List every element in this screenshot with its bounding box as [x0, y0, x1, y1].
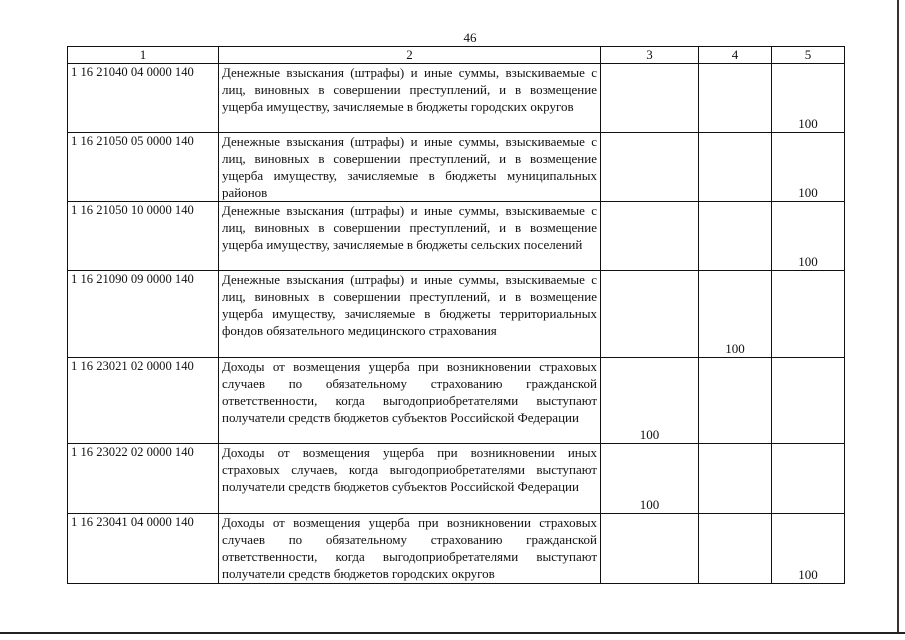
row-value-col3 — [601, 202, 699, 271]
row-value-col5: 100 — [772, 133, 845, 202]
page-number: 46 — [463, 30, 477, 45]
row-value-col4 — [699, 64, 772, 133]
row-value-col5: 100 — [772, 64, 845, 133]
row-code: 1 16 21040 04 0000 140 — [68, 64, 219, 133]
row-value-col3: 100 — [601, 358, 699, 444]
table-row — [68, 64, 845, 133]
table-row — [68, 133, 845, 202]
table-row — [68, 444, 845, 514]
page-bottom-edge — [0, 632, 905, 634]
row-code: 1 16 23022 02 0000 140 — [68, 444, 219, 514]
row-value-col4 — [699, 514, 772, 584]
row-description: Денежные взыскания (штрафы) и иные суммы, взыскиваемые с лиц, виновных в совершении преступлений, и в возмещение ущерба имуществу, зачисляемые в бюджеты городских округов — [219, 64, 601, 133]
row-value-col3 — [601, 64, 699, 133]
row-code: 1 16 23041 04 0000 140 — [68, 514, 219, 584]
row-value-col3 — [601, 133, 699, 202]
row-value-col4 — [699, 202, 772, 271]
header-col-1: 1 — [68, 47, 219, 64]
row-description: Денежные взыскания (штрафы) и иные суммы, взыскиваемые с лиц, виновных в совершении преступлений, и в возмещение ущерба имуществу, зачисляемые в бюджеты сельских поселений — [219, 202, 601, 271]
row-description: Доходы от возмещения ущерба при возникновении страховых случаев по обязательному страхованию гражданской ответственности, когда выгодоприобретателями выступают получатели средств бюджетов городских округов — [219, 514, 601, 584]
table-row — [68, 514, 845, 584]
header-col-2: 2 — [219, 47, 601, 64]
header-col-5: 5 — [772, 47, 845, 64]
table-row — [68, 358, 845, 444]
row-value-col4: 100 — [699, 271, 772, 358]
row-value-col4 — [699, 358, 772, 444]
row-value-col5 — [772, 444, 845, 514]
row-value-col5: 100 — [772, 202, 845, 271]
row-value-col4 — [699, 444, 772, 514]
budget-classification-table — [67, 46, 845, 584]
row-value-col5 — [772, 271, 845, 358]
header-col-4: 4 — [699, 47, 772, 64]
table-header-row — [68, 47, 845, 64]
row-value-col5: 100 — [772, 514, 845, 584]
header-col-3: 3 — [601, 47, 699, 64]
row-value-col4 — [699, 133, 772, 202]
row-code: 1 16 21050 05 0000 140 — [68, 133, 219, 202]
row-code: 1 16 21090 09 0000 140 — [68, 271, 219, 358]
page-right-edge — [897, 0, 899, 634]
row-value-col5 — [772, 358, 845, 444]
row-description: Денежные взыскания (штрафы) и иные суммы, взыскиваемые с лиц, виновных в совершении преступлений, и в возмещение ущерба имуществу, зачисляемые в бюджеты территориальных фондов обязательного медицинского страхования — [219, 271, 601, 358]
row-code: 1 16 23021 02 0000 140 — [68, 358, 219, 444]
row-code: 1 16 21050 10 0000 140 — [68, 202, 219, 271]
row-description: Доходы от возмещения ущерба при возникновении страховых случаев по обязательному страхованию гражданской ответственности, когда выгодоприобретателями выступают получатели средств бюджетов субъектов Российской Федерации — [219, 358, 601, 444]
row-description: Доходы от возмещения ущерба при возникновении иных страховых случаев, когда выгодоприобретателями выступают получатели средств бюджетов субъектов Российской Федерации — [219, 444, 601, 514]
table-row — [68, 271, 845, 358]
row-value-col3 — [601, 514, 699, 584]
row-value-col3 — [601, 271, 699, 358]
row-value-col3: 100 — [601, 444, 699, 514]
row-description: Денежные взыскания (штрафы) и иные суммы, взыскиваемые с лиц, виновных в совершении преступлений, и в возмещение ущерба имуществу, зачисляемые в бюджеты муниципальных районов — [219, 133, 601, 202]
table-row — [68, 202, 845, 271]
